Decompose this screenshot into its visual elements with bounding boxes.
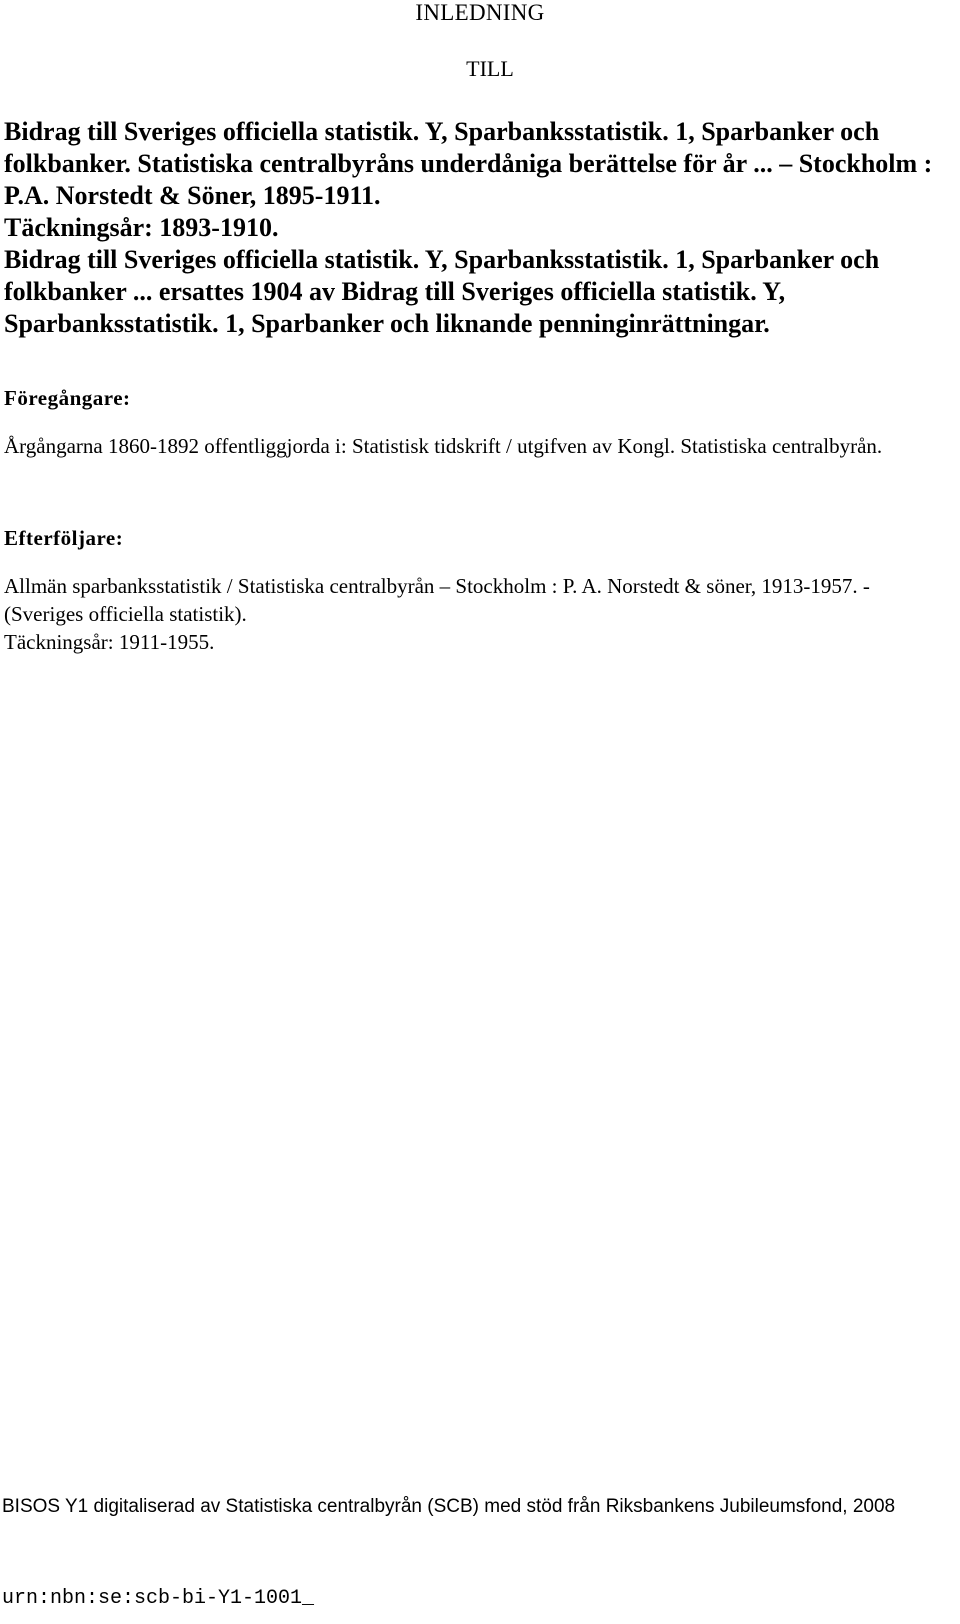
successor-coverage: Täckningsår: 1911-1955. (4, 630, 215, 654)
series-title: Bidrag till Sveriges officiella statistik. Y, Sparbanksstatistik. 1, Sparbanker och folkbanker. Statistiska centralbyråns underdåniga berättelse för år ... – Stockholm : P.A. Norstedt & Söner, 1895-1911. (4, 117, 933, 210)
predecessor-label: Föregångare: (4, 386, 131, 410)
urn-identifier: urn:nbn:se:scb-bi-Y1-1001_ (2, 1587, 315, 1610)
heading-till: TILL (466, 56, 514, 81)
coverage-years: Täckningsår: 1893-1910. (4, 213, 279, 242)
heading-inledning: INLEDNING (415, 0, 545, 25)
predecessor-section (4, 384, 954, 460)
replacement-note: Bidrag till Sveriges officiella statistik. Y, Sparbanksstatistik. 1, Sparbanker och folkbanker ... ersattes 1904 av Bidrag till Sveriges officiella statistik. Y, Sparbanksstatistik. 1, Sparbanker och liknande penninginrättningar. (4, 245, 880, 338)
series-title-block (4, 116, 954, 340)
successor-label: Efterföljare: (4, 526, 124, 550)
digitization-credit: BISOS Y1 digitaliserad av Statistiska centralbyrån (SCB) med stöd från Riksbankens Jubileumsfond, 2008 (2, 1496, 896, 1517)
successor-section (4, 524, 954, 656)
successor-text: Allmän sparbanksstatistik / Statistiska centralbyrån – Stockholm : P. A. Norstedt & söner, 1913-1957. - (Sveriges officiella statistik). (4, 574, 870, 626)
predecessor-text: Årgångarna 1860-1892 offentliggjorda i: Statistisk tidskrift / utgifven av Kongl. Statistiska centralbyrån. (4, 434, 883, 458)
